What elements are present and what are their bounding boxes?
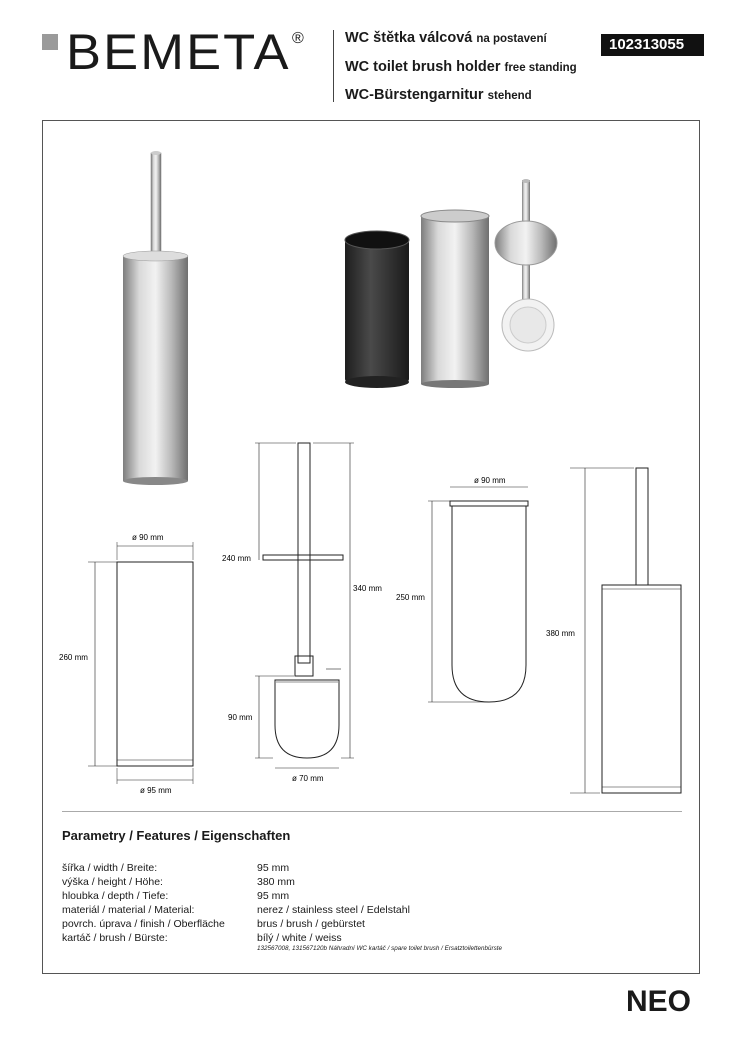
title-de-main: WC-Bürstengarnitur [345, 87, 484, 103]
registered-mark: ® [292, 30, 304, 47]
title-en-main: WC toilet brush holder [345, 59, 501, 75]
drawing-assembly [570, 468, 681, 793]
dim-assembly-height: 380 mm [546, 629, 575, 638]
dim-inner-dia: ø 90 mm [474, 476, 506, 485]
param-value: 95 mm [257, 890, 290, 902]
dim-body-height: 260 mm [59, 653, 88, 662]
photo-assembled [123, 151, 188, 485]
dim-brush-head: 90 mm [228, 713, 253, 722]
dim-body-bottom-dia: ø 95 mm [140, 786, 172, 795]
drawing-inner [428, 487, 528, 702]
param-label: hloubka / depth / Tiefe: [62, 890, 169, 902]
param-label: materiál / material / Material: [62, 904, 195, 916]
param-label: kartáč / brush / Bürste: [62, 932, 168, 944]
param-label: výška / height / Höhe: [62, 876, 163, 888]
params-title: Parametry / Features / Eigenschaften [62, 828, 291, 843]
param-value: nerez / stainless steel / Edelstahl [257, 904, 410, 916]
drawing-brush [255, 443, 354, 768]
dim-inner-height: 250 mm [396, 593, 425, 602]
section-divider [62, 811, 682, 812]
param-value: bílý / white / weiss [257, 932, 342, 944]
title-de-sub: stehend [487, 90, 532, 102]
title-cz-sub: na postavení [476, 33, 547, 45]
param-value: brus / brush / gebürstet [257, 918, 365, 930]
param-label: povrch. úprava / finish / Oberfläche [62, 918, 225, 930]
title-en-sub: free standing [504, 62, 577, 74]
title-cz-main: WC štětka válcová [345, 30, 473, 46]
dim-brush-total: 340 mm [353, 584, 382, 593]
spare-part-note: 132567008, 131567120b Náhradní WC kartáč / spare toilet brush / Ersatztoilettenbürste [257, 945, 503, 952]
brand-logo: BEMETA [66, 24, 291, 80]
param-label: šířka / width / Breite: [62, 862, 158, 874]
dim-brush-plate: 240 mm [222, 554, 251, 563]
photo-parts [345, 179, 557, 388]
drawing-body [88, 542, 193, 784]
series-name: NEO [626, 985, 692, 1018]
product-code: 102313055 [601, 34, 704, 56]
param-value: 95 mm [257, 862, 290, 874]
param-value: 380 mm [257, 876, 295, 888]
dim-brush-dia: ø 70 mm [292, 774, 324, 783]
dim-body-top-dia: ø 90 mm [132, 533, 164, 542]
